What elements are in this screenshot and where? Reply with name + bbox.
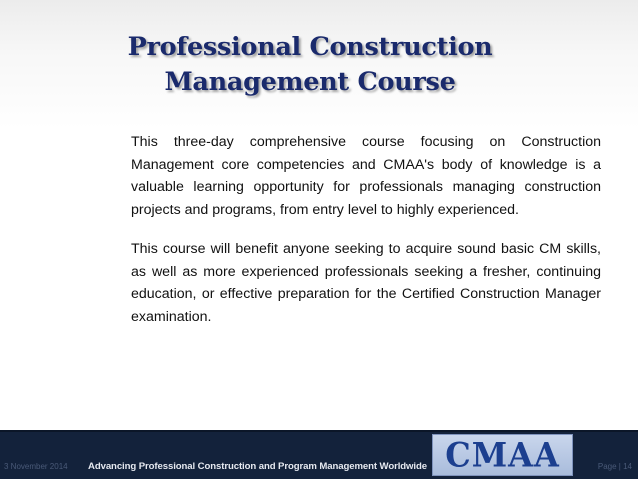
slide-title-line-2: Management Course	[164, 67, 456, 97]
cmaa-logo	[432, 434, 573, 476]
cmaa-logo-text: CMAA	[445, 435, 560, 475]
paragraph-audience: This course will benefit anyone seeking to acquire sound basic CM skills, as well as more experienced professionals seeking a fresher, continuing education, or effective preparation for the Certified Construction Manager examination.	[131, 241, 601, 325]
paragraph-description: This three-day comprehensive course focusing on Construction Management core competencies and CMAA's body of knowledge is a valuable learning opportunity for professionals managing construction projects and programs, from entry level to highly experienced.	[131, 134, 601, 218]
footer-tagline: Advancing Professional Construction and Program Management Worldwide	[88, 461, 427, 472]
footer-date: 3 November 2014	[4, 462, 68, 471]
page-number: Page | 14	[597, 462, 632, 471]
footer-divider	[0, 430, 638, 432]
slide-title	[100, 30, 520, 100]
slide-title-line-1: Professional Construction	[127, 32, 493, 62]
